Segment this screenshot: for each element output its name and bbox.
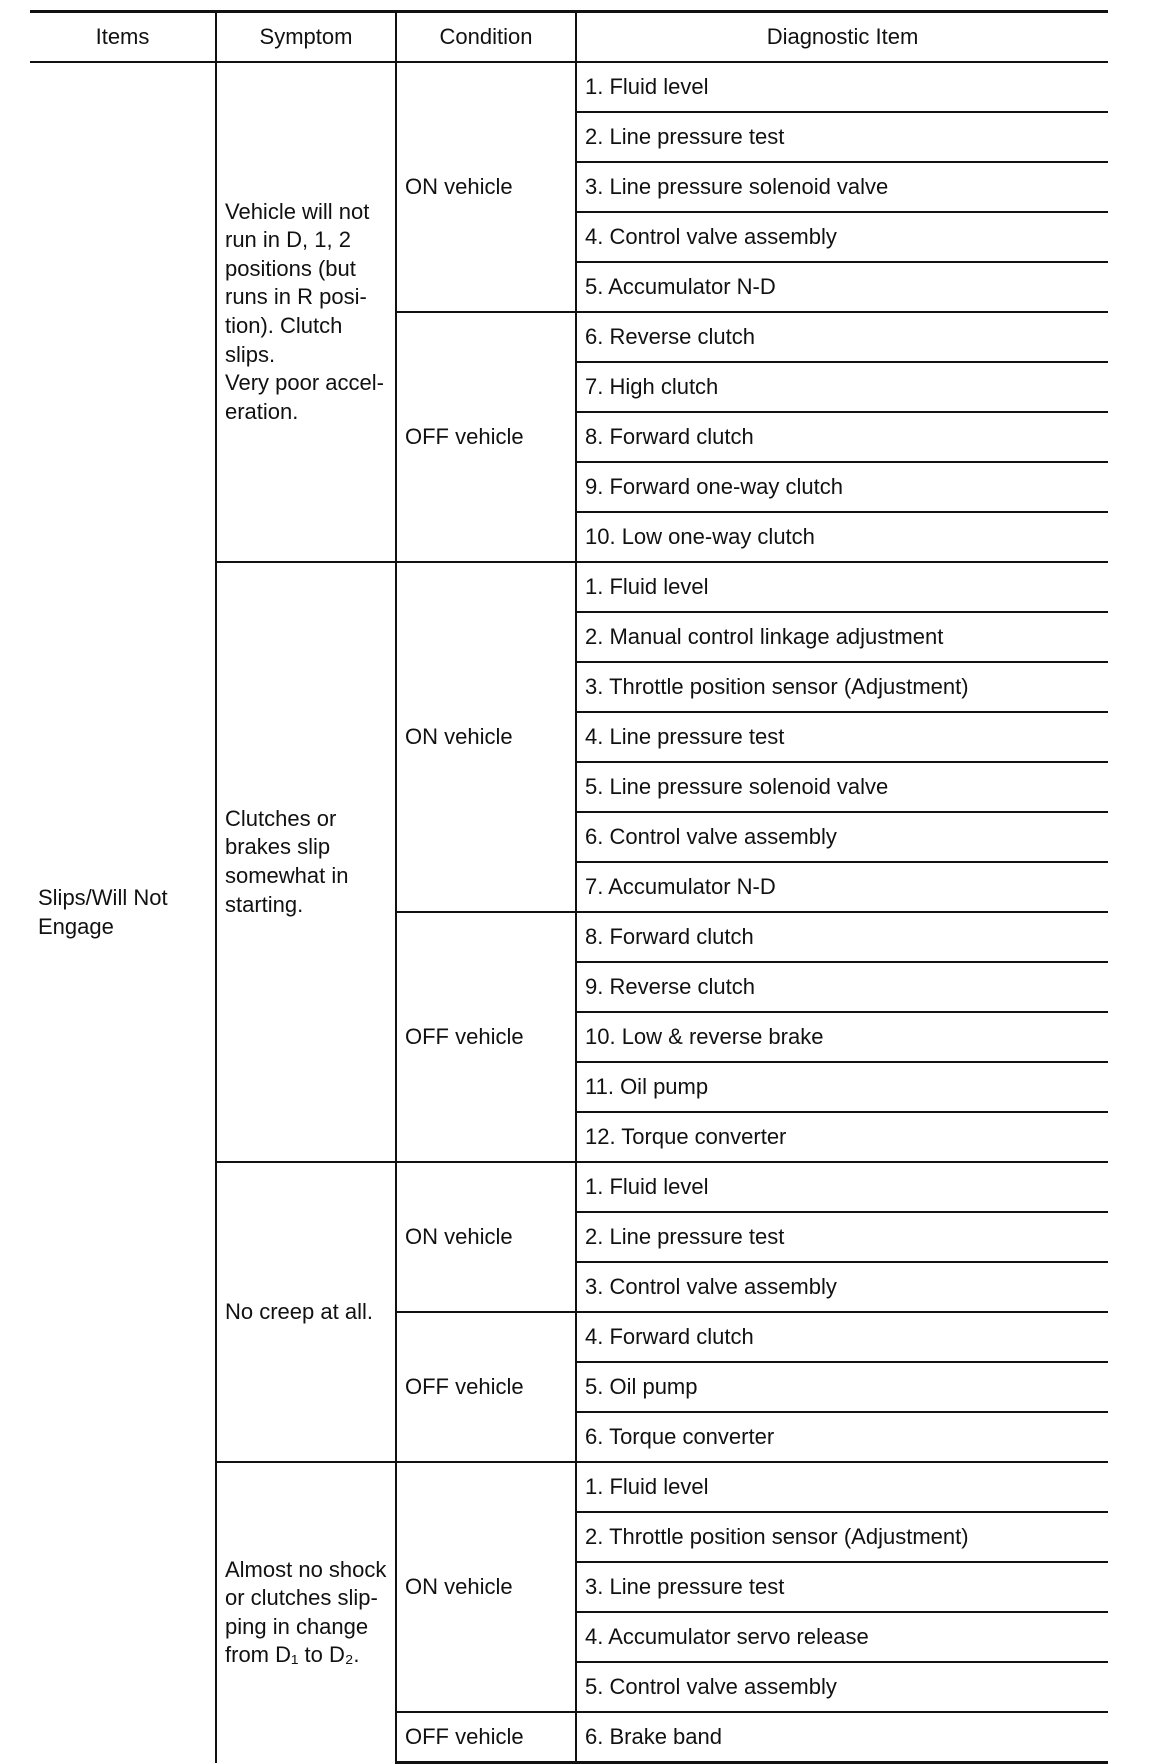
diagnostic-item-cell: 1. Fluid level	[576, 1462, 1108, 1512]
diagnostic-item-cell: 7. High clutch	[576, 362, 1108, 412]
header-items: Items	[30, 12, 216, 63]
diagnostic-item-cell: 3. Throttle position sensor (Adjustment)	[576, 662, 1108, 712]
diagnostic-item-cell: 5. Control valve assembly	[576, 1662, 1108, 1712]
symptom-cell	[216, 62, 396, 562]
symptom-line: positions (but	[225, 255, 356, 281]
diagnostic-item-cell: 5. Oil pump	[576, 1362, 1108, 1412]
symptom-line: tion). Clutch	[225, 313, 343, 338]
diagnostic-item-cell: 10. Low & reverse brake	[576, 1012, 1108, 1062]
items-cell: Slips/Will Not Engage	[38, 885, 168, 939]
condition-cell: OFF vehicle	[396, 312, 576, 562]
symptom-line: Almost no shock	[225, 1556, 387, 1582]
diagnostic-item-cell: 9. Reverse clutch	[576, 962, 1108, 1012]
symptom-line: ping in change	[225, 1613, 369, 1639]
diagnostic-item-cell: 4. Control valve assembly	[576, 212, 1108, 262]
condition-cell: ON vehicle	[396, 1162, 576, 1312]
diagnostic-item-cell: 7. Accumulator N-D	[576, 862, 1108, 912]
diagnostic-item-cell: 2. Throttle position sensor (Adjustment)	[576, 1512, 1108, 1562]
condition-cell: ON vehicle	[396, 62, 576, 312]
diagnostic-item-cell: 5. Line pressure solenoid valve	[576, 762, 1108, 812]
diagnostic-item-cell: 3. Control valve assembly	[576, 1262, 1108, 1312]
condition-cell: ON vehicle	[396, 1462, 576, 1712]
header-diagnostic-item: Diagnostic Item	[576, 12, 1108, 63]
symptom-line: or clutches slip-	[225, 1585, 378, 1611]
symptom-line: from D₁ to D₂.	[225, 1642, 360, 1668]
symptom-line: Clutches or	[225, 805, 337, 831]
diagnostic-item-cell: 12. Torque converter	[576, 1112, 1108, 1162]
header-row	[30, 12, 1108, 63]
diagnostic-item-cell: 1. Fluid level	[576, 62, 1108, 112]
table-row	[30, 62, 1108, 112]
symptom-cell	[216, 562, 396, 1162]
condition-cell: OFF vehicle	[396, 1312, 576, 1462]
diagnostic-item-cell: 2. Manual control linkage adjustment	[576, 612, 1108, 662]
symptom-line: starting.	[225, 891, 304, 917]
diagnostic-item-cell: 2. Line pressure test	[576, 1212, 1108, 1262]
diagnostic-item-cell: 11. Oil pump	[576, 1062, 1108, 1112]
diagnostic-table	[30, 10, 1108, 1764]
symptom-line: Vehicle will not	[225, 198, 370, 224]
diagnostic-item-cell: 5. Accumulator N-D	[576, 262, 1108, 312]
symptom-line: runs in R posi-	[225, 284, 367, 310]
header-symptom: Symptom	[216, 12, 396, 63]
symptom-line: No creep at all.	[225, 1298, 373, 1324]
diagnostic-item-cell: 10. Low one-way clutch	[576, 512, 1108, 562]
diagnostic-item-cell: 3. Line pressure solenoid valve	[576, 162, 1108, 212]
symptom-cell	[216, 1462, 396, 1763]
diagnostic-item-cell: 8. Forward clutch	[576, 412, 1108, 462]
diagnostic-item-cell: 4. Accumulator servo release	[576, 1612, 1108, 1662]
diagnostic-item-cell: 6. Brake band	[576, 1712, 1108, 1763]
table-header	[30, 12, 1108, 63]
diagnostic-item-cell: 4. Forward clutch	[576, 1312, 1108, 1362]
diagnostic-item-cell: 2. Line pressure test	[576, 112, 1108, 162]
symptom-line: brakes slip	[225, 834, 331, 860]
diagnostic-item-cell: 1. Fluid level	[576, 562, 1108, 612]
diagnostic-item-cell: 4. Line pressure test	[576, 712, 1108, 762]
condition-cell: OFF vehicle	[396, 912, 576, 1162]
symptom-cell	[216, 1162, 396, 1462]
header-condition: Condition	[396, 12, 576, 63]
diagnostic-item-cell: 9. Forward one-way clutch	[576, 462, 1108, 512]
diagnostic-item-cell: 6. Reverse clutch	[576, 312, 1108, 362]
diagnostic-item-cell: 8. Forward clutch	[576, 912, 1108, 962]
symptom-line: somewhat in	[225, 863, 349, 888]
diagnostic-item-cell: 3. Line pressure test	[576, 1562, 1108, 1612]
condition-cell: ON vehicle	[396, 562, 576, 912]
symptom-line: run in D, 1, 2	[225, 227, 351, 253]
diagnostic-item-cell: 1. Fluid level	[576, 1162, 1108, 1212]
condition-cell: OFF vehicle	[396, 1712, 576, 1763]
diagnostic-item-cell: 6. Control valve assembly	[576, 812, 1108, 862]
symptom-line: Very poor accel-	[225, 370, 384, 396]
symptom-line: eration.	[225, 398, 299, 424]
symptom-line: slips.	[225, 341, 276, 367]
table-body	[30, 62, 1108, 1763]
diagnostic-item-cell: 6. Torque converter	[576, 1412, 1108, 1462]
